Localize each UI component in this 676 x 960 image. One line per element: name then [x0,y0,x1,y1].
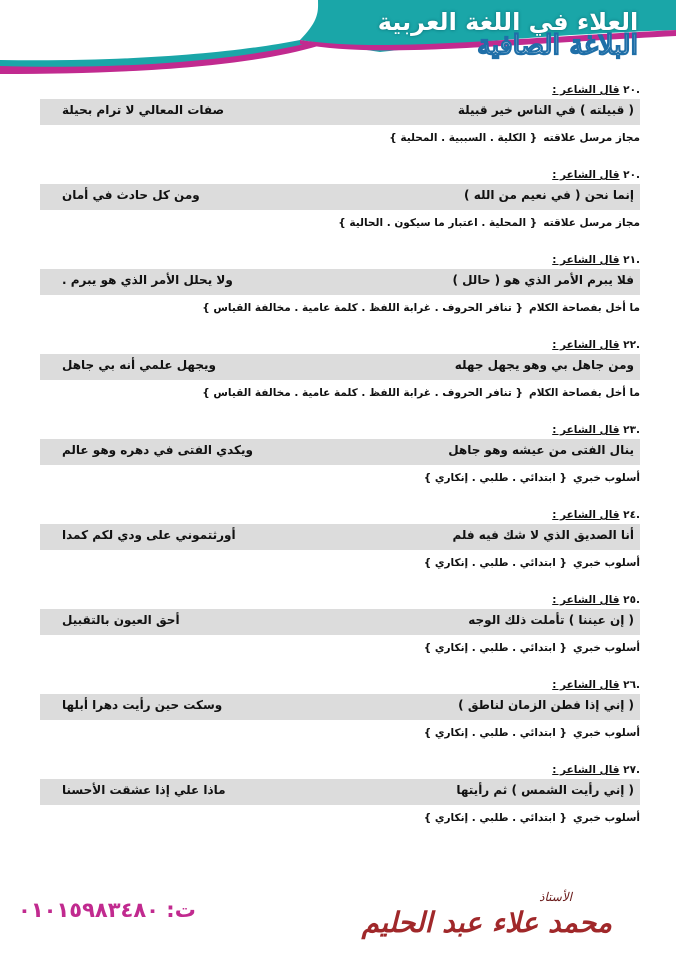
verse-bar [40,354,640,380]
question-label: قال الشاعر : [552,424,620,436]
verse-bar [40,694,640,720]
verse-first-hemistich: أنا الصديق الذي لا شك فيه فلم [452,528,634,542]
question-item [0,760,676,845]
question-label: قال الشاعر : [552,509,620,521]
question-label: قال الشاعر : [552,339,620,351]
answer-options: { المحلية . اعتبار ما سيكون . الحالية } [338,217,538,229]
answer-options: { الكلية . السببية . المحلية } [389,132,538,144]
verse-bar [40,269,640,295]
signature-name: محمد علاء عبد الحليم [361,906,612,939]
verse-second-hemistich: أحق العيون بالتقبيل [62,613,180,627]
verse-bar [40,779,640,805]
answer-options: { تنافر الحروف . غرابة اللفظ . كلمة عامية . مخالفة القياس } [202,387,523,399]
question-number: .٢٠ [623,84,640,96]
verse-second-hemistich: ولا يحلل الأمر الذي هو يبرم . [62,273,233,287]
verse-bar [40,99,640,125]
question-answer-line [36,132,640,144]
question-label: قال الشاعر : [552,169,620,181]
question-answer-line [36,812,640,824]
question-number: .٢٠ [623,169,640,181]
verse-second-hemistich: ويجهل علمي أنه بي جاهل [62,358,216,372]
question-number: .٢٤ [623,509,640,521]
answer-options: { ابتدائي . طلبي . إنكاري } [423,727,567,739]
verse-second-hemistich: ماذا علي إذا عشقت الأحسنا [62,783,226,797]
answer-options: { تنافر الحروف . غرابة اللفظ . كلمة عامية . مخالفة القياس } [202,302,523,314]
answer-options: { ابتدائي . طلبي . إنكاري } [423,642,567,654]
question-prompt: ما أخل بفصاحة الكلام [529,302,640,314]
question-header [552,594,640,606]
section-title: البلاغة الصافية [477,30,638,61]
verse-bar [40,184,640,210]
verse-bar [40,524,640,550]
verse-first-hemistich: إنما نحن ( في نعيم من الله ) [464,188,634,202]
phone-number: ت: ٠١٠١٥٩٨٣٤٨٠ [18,898,196,922]
verse-first-hemistich: ( إني رأيت الشمس ) ثم رأيتها [456,783,634,797]
question-answer-line [36,727,640,739]
question-prompt: أسلوب خبري [572,812,640,824]
question-prompt: أسلوب خبري [572,727,640,739]
question-header [552,679,640,691]
question-label: قال الشاعر : [552,764,620,776]
header-title: العلاء في اللغة العربية [377,8,639,36]
answer-options: { ابتدائي . طلبي . إنكاري } [423,557,567,569]
question-prompt: مجاز مرسل علاقته [543,217,640,229]
question-prompt: مجاز مرسل علاقته [543,132,640,144]
verse-second-hemistich: ويكدي الفتى في دهره وهو عالم [62,443,254,457]
question-label: قال الشاعر : [552,254,620,266]
verse-bar [40,439,640,465]
question-prompt: أسلوب خبري [572,557,640,569]
question-header [552,424,640,436]
signature-title: الأستاذ [539,890,572,904]
questions-list [0,80,676,845]
question-item [0,165,676,250]
question-answer-line [36,302,640,314]
question-label: قال الشاعر : [552,84,620,96]
question-answer-line [36,217,640,229]
verse-first-hemistich: ومن جاهل بي وهو يجهل جهله [454,358,634,372]
question-prompt: أسلوب خبري [572,472,640,484]
verse-first-hemistich: فلا يبرم الأمر الذي هو ( حالل ) [452,273,634,287]
question-label: قال الشاعر : [552,594,620,606]
verse-second-hemistich: صفات المعالي لا ترام بحيلة [62,103,225,117]
question-number: .٢٥ [623,594,640,606]
question-answer-line [36,557,640,569]
verse-second-hemistich: أورثتموني على ودي لكم كمدا [62,528,236,542]
question-header [552,169,640,181]
verse-second-hemistich: وسكت حين رأيت دهرا أبلها [62,698,223,712]
question-label: قال الشاعر : [552,679,620,691]
question-answer-line [36,642,640,654]
question-item [0,420,676,505]
question-header [552,339,640,351]
question-item [0,80,676,165]
verse-second-hemistich: ومن كل حادث في أمان [62,188,200,202]
answer-options: { ابتدائي . طلبي . إنكاري } [423,812,567,824]
question-answer-line [36,472,640,484]
question-number: .٢٧ [623,764,640,776]
question-prompt: أسلوب خبري [572,642,640,654]
question-number: .٢٦ [623,679,640,691]
verse-first-hemistich: ( إن عيننا ) تأملت ذلك الوجه [468,613,634,627]
verse-first-hemistich: ( إني إذا فطن الزمان لناطق ) [458,698,634,712]
question-number: .٢١ [623,254,640,266]
question-header [552,84,640,96]
verse-bar [40,609,640,635]
question-header [552,509,640,521]
question-number: .٢٢ [623,339,640,351]
question-number: .٢٣ [623,424,640,436]
question-item [0,590,676,675]
question-item [0,335,676,420]
verse-first-hemistich: ( قبيلته ) في الناس خير قبيلة [457,103,634,117]
question-header [552,254,640,266]
question-header [552,764,640,776]
answer-options: { ابتدائي . طلبي . إنكاري } [423,472,567,484]
question-prompt: ما أخل بفصاحة الكلام [529,387,640,399]
question-answer-line [36,387,640,399]
question-item [0,675,676,760]
question-item [0,505,676,590]
verse-first-hemistich: ينال الفتى من عيشه وهو جاهل [448,443,634,457]
question-item [0,250,676,335]
